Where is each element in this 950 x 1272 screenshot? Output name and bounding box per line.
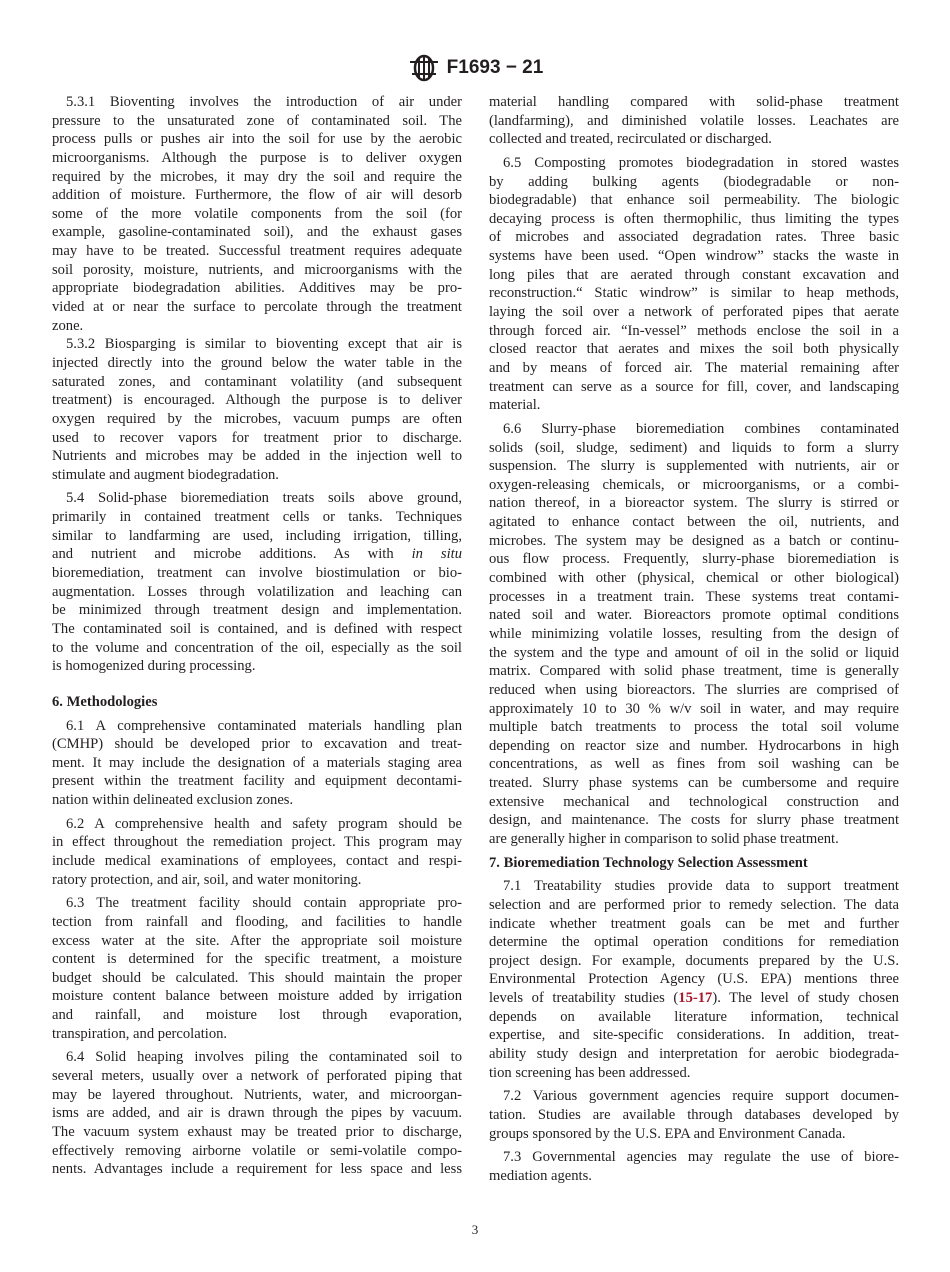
text-line: present within the treatment facility and equipment decontami- <box>52 773 462 790</box>
paragraph <box>52 717 462 810</box>
text-line: similar to landfarming are used, including irrigation, tilling, <box>52 527 462 544</box>
text-line: 6.4 Solid heaping involves piling the contaminated soil to <box>66 1049 462 1066</box>
text-line: of microbes and associated degradation rates. Three basic <box>489 229 899 246</box>
text-line: 6.6 Slurry-phase bioremediation combines contaminated <box>503 420 899 437</box>
text-line: microbes. The system may be designed as a batch or continu- <box>489 532 899 549</box>
text-line: decaying process is often thermophilic, thus limiting the types <box>489 210 899 227</box>
text-line: 7.2 Various government agencies require support documen- <box>503 1088 899 1105</box>
paragraph <box>52 335 462 484</box>
text-line: Nutrients and microbes may be added in the injection well to <box>52 448 462 465</box>
text-line: determine the optimal operation conditions for remediation <box>489 934 899 951</box>
paragraph <box>489 93 899 149</box>
astm-logo-icon <box>407 54 441 82</box>
document-id: F1693 − 21 <box>446 57 544 78</box>
reference-link[interactable]: 15-17 <box>678 990 713 1007</box>
left-column <box>52 93 462 1184</box>
text-line: 5.3.1 Bioventing involves the introduction of air under <box>66 94 462 110</box>
text-line: soil porosity, moisture, nutrients, and microorganisms with the <box>52 261 462 278</box>
text-line: required by the microbes, it may dry the soil and require the <box>52 168 462 185</box>
text-line: solids (soil, sludge, sediment) and liquids to form a slurry <box>489 439 899 456</box>
text-line: by adding bulking agents (biodegradable or non- <box>489 173 899 190</box>
text-line: ratory protection, and air, soil, and water monitoring. <box>52 871 362 888</box>
text-line: combined with other (physical, chemical or other biological) <box>489 570 899 587</box>
text-line: budget should be calculated. This should maintain the proper <box>52 969 462 986</box>
text-line: tection from rainfall and flooding, and facilities to handle <box>52 913 462 930</box>
text-line: 6.2 A comprehensive health and safety program should be <box>66 815 462 832</box>
text-line: indicate whether treatment goals can be met and further <box>489 915 899 932</box>
paragraph <box>52 489 462 675</box>
text-line: Environmental Protection Agency (U.S. EPA) mentions three <box>489 971 899 988</box>
text-line: addition of moisture. Furthermore, the flow of air will desorb <box>52 187 462 204</box>
page-header <box>0 54 950 82</box>
text-line: several meters, usually over a network of perforated piping that <box>52 1068 462 1085</box>
text-line: approximately 10 to 30 % w/v soil in water, and may require <box>489 700 899 717</box>
text-line: nation within delineated exclusion zones. <box>52 792 294 809</box>
text-line: through forced air. “In-vessel” methods enclose the soil in a <box>489 322 899 339</box>
text-line: are generally higher in comparison to solid phase treatment. <box>489 830 839 847</box>
paragraph <box>489 877 899 1082</box>
text-line: The contaminated soil is contained, and is defined with respect <box>52 620 462 637</box>
section-heading <box>489 854 899 873</box>
text-line: microorganisms. Although the purpose is to deliver oxygen <box>52 149 462 166</box>
text-line: selection and are performed prior to remedy selection. The data <box>489 896 899 913</box>
text-line: treatment can serve as a source for fill, cover, and landscaping <box>489 378 899 395</box>
text-line: in effect throughout the remediation project. This program may <box>52 834 462 851</box>
paragraph <box>489 1087 899 1143</box>
paragraph <box>489 420 899 849</box>
text-line: laying the soil over a network of perforated pipes that aerate <box>489 304 899 321</box>
text-line: depending on reactor size and number. Hydrocarbons in high <box>489 737 899 754</box>
text-line: 5.4 Solid-phase bioremediation treats soils above ground, <box>66 490 462 507</box>
text-line: groups sponsored by the U.S. EPA and Environment Canada. <box>489 1125 846 1142</box>
text-line: oxygen-releasing chemicals, or microorganisms, or a combi- <box>489 476 899 493</box>
text-line: augmentation. Losses through volatilization and leaching can <box>52 583 462 600</box>
text-line: effectively removing airborne volatile or semi-volatile compo- <box>52 1142 462 1159</box>
text-span: levels of treatability studies ( <box>489 990 679 1007</box>
text-line: nation thereof, in a bioreactor system. The slurry is stirred or <box>489 495 899 512</box>
text-line: and by means of forced air. The material remaining after <box>489 359 899 376</box>
text-line: depends on available literature information, technical <box>489 1008 899 1025</box>
text-line: may be layered throughout. Nutrients, water, and microorgan- <box>52 1086 462 1103</box>
text-line: 6. Methodologies <box>52 693 158 710</box>
paragraph <box>52 894 462 1043</box>
text-line: stimulate and augment biodegradation. <box>52 466 279 483</box>
text-line: material handling compared with solid-phase treatment <box>489 94 899 110</box>
text-line: and rainfall, and moisture lost through evaporation, <box>52 1007 462 1024</box>
text-line: while minimizing volatile losses, resulting from the design of <box>489 625 899 642</box>
text-line: ous flow process. Frequently, slurry-phase bioremediation is <box>489 551 899 568</box>
paragraph <box>489 154 899 415</box>
paragraph <box>52 93 462 335</box>
text-line: expertise, and site-specific considerations. In addition, treat- <box>489 1027 899 1044</box>
text-line: excess water at the site. After the appropriate soil moisture <box>52 932 462 949</box>
text-line: used to recover vapors for treatment prior to discharge. <box>52 429 462 446</box>
paragraph <box>489 1148 899 1185</box>
text-line: include medical examinations of employees, contact and respi- <box>52 852 462 869</box>
text-line: biodegradable) that enhance soil permeability. The biologic <box>489 192 899 209</box>
text-line: mediation agents. <box>489 1167 592 1184</box>
text-line: processes in a treatment train. These systems treat contami- <box>489 588 899 605</box>
text-line <box>489 989 899 1008</box>
text-line: may have to be treated. Successful treatment requires adequate <box>52 243 462 260</box>
text-line: The vacuum system exhaust may be treated prior to discharge, <box>52 1123 462 1140</box>
text-line: reduced when using bioreactors. The slurries are comprised of <box>489 681 899 698</box>
text-line: oxygen required by the microbes, vacuum pumps are often <box>52 410 462 427</box>
text-line: transpiration, and percolation. <box>52 1025 228 1042</box>
text-line: concentrations, as well as fines from soil washing can be <box>489 756 899 773</box>
text-line: matrix. Compared with solid phase treatment, time is generally <box>489 663 899 680</box>
page-number: 3 <box>471 1222 479 1237</box>
text-line: tation. Studies are available through databases developed by <box>489 1106 899 1123</box>
text-span: ). The level of study chosen <box>712 990 899 1007</box>
text-line: (landfarming), and diminished volatile losses. Leachates are <box>489 112 899 129</box>
text-span: and nutrient and microbe additions. As with <box>52 546 412 563</box>
text-line: reconstruction.“ Static windrow” is similar to heap methods, <box>489 285 899 302</box>
text-line: to the volume and concentration of the oil, especially as the soil <box>52 639 462 656</box>
text-line: example, gasoline-contaminated soil), and the exhaust gases <box>52 224 462 241</box>
text-line: 6.1 A comprehensive contaminated materials handling plan <box>66 717 462 734</box>
text-line: bioremediation, treatment can involve biostimulation or bio- <box>52 565 462 582</box>
text-line: content is determined for the specific treatment, a moisture <box>52 951 462 968</box>
text-line: project design. For example, documents prepared by the U.S. <box>489 952 899 969</box>
text-line: pressure to the unsaturated zone of contaminated soil. The <box>52 112 462 129</box>
text-line: tion screening has been addressed. <box>489 1064 691 1081</box>
text-line: extensive mechanical and technological construction and <box>489 793 899 810</box>
paragraph <box>52 815 462 890</box>
text-line: injected directly into the ground below the water table in the <box>52 354 462 371</box>
text-line: ment. It may include the designation of a materials staging area <box>52 754 462 771</box>
paragraph <box>52 1048 462 1178</box>
text-line: ability study design and interpretation for aerobic biodegrada- <box>489 1046 899 1063</box>
text-line: closed reactor that aerates and mixes the soil both physically <box>489 341 899 358</box>
text-line: nated soil and water. Bioreactors promote optimal conditions <box>489 607 899 624</box>
right-column <box>489 93 899 1191</box>
text-line: be minimized through treatment design and implementation. <box>52 602 462 619</box>
text-line: nents. Advantages include a requirement for less space and less <box>52 1161 462 1178</box>
text-line: systems have been used. “Open windrow” stacks the waste in <box>489 248 899 265</box>
text-line: zone. <box>52 317 84 334</box>
italic-text: in situ <box>411 546 462 563</box>
text-line: treated. Slurry phase systems can be cumbersome and require <box>489 775 899 792</box>
text-line: 6.3 The treatment facility should contain appropriate pro- <box>66 895 462 912</box>
text-line: 7.3 Governmental agencies may regulate the use of biore- <box>503 1149 899 1166</box>
text-line: appropriate biodegradation abilities. Additives may be pro- <box>52 280 462 297</box>
text-line: 6.5 Composting promotes biodegradation in stored wastes <box>503 154 899 171</box>
text-line: primarily in contained treatment cells or tanks. Techniques <box>52 509 462 526</box>
text-line: suspension. The slurry is supplemented with nutrients, air or <box>489 458 899 475</box>
text-line: design, and maintenance. The costs for slurry phase treatment <box>489 812 899 829</box>
text-line: agitated to enhance contact between the oil, nutrients, and <box>489 514 899 531</box>
text-line: 5.3.2 Biosparging is similar to bioventing except that air is <box>66 336 462 353</box>
text-line: the system and the type and amount of oil in the solid or liquid <box>489 644 899 661</box>
text-line: some of the more volatile components from the soil (for <box>52 205 462 222</box>
text-line: multiple batch treatments to process the total soil volume <box>489 719 899 736</box>
text-line: (CMHP) should be developed prior to excavation and treat- <box>52 736 462 753</box>
text-line: moisture content balance between moisture added by irrigation <box>52 988 462 1005</box>
text-line <box>52 545 462 564</box>
text-line: 7.1 Treatability studies provide data to support treatment <box>503 878 899 895</box>
text-line: isms are added, and air is drawn through the pipes by vacuum. <box>52 1105 462 1122</box>
text-line: vided at or near the surface to percolate through the treatment <box>52 299 462 316</box>
text-line: long piles that are aerated through constant excavation and <box>489 266 899 283</box>
section-heading <box>52 693 462 712</box>
text-line: saturated zones, and contaminant volatility (and subsequent <box>52 373 462 390</box>
text-line: 7. Bioremediation Technology Selection Assessment <box>489 854 808 871</box>
text-line: material. <box>489 397 541 414</box>
text-line: is homogenized during processing. <box>52 658 256 675</box>
text-line: treatment) is encouraged. Although the purpose is to deliver <box>52 392 462 409</box>
text-line: collected and treated, recirculated or discharged. <box>489 131 772 148</box>
text-line: process pulls or pushes air into the soil for use by the aerobic <box>52 131 462 148</box>
